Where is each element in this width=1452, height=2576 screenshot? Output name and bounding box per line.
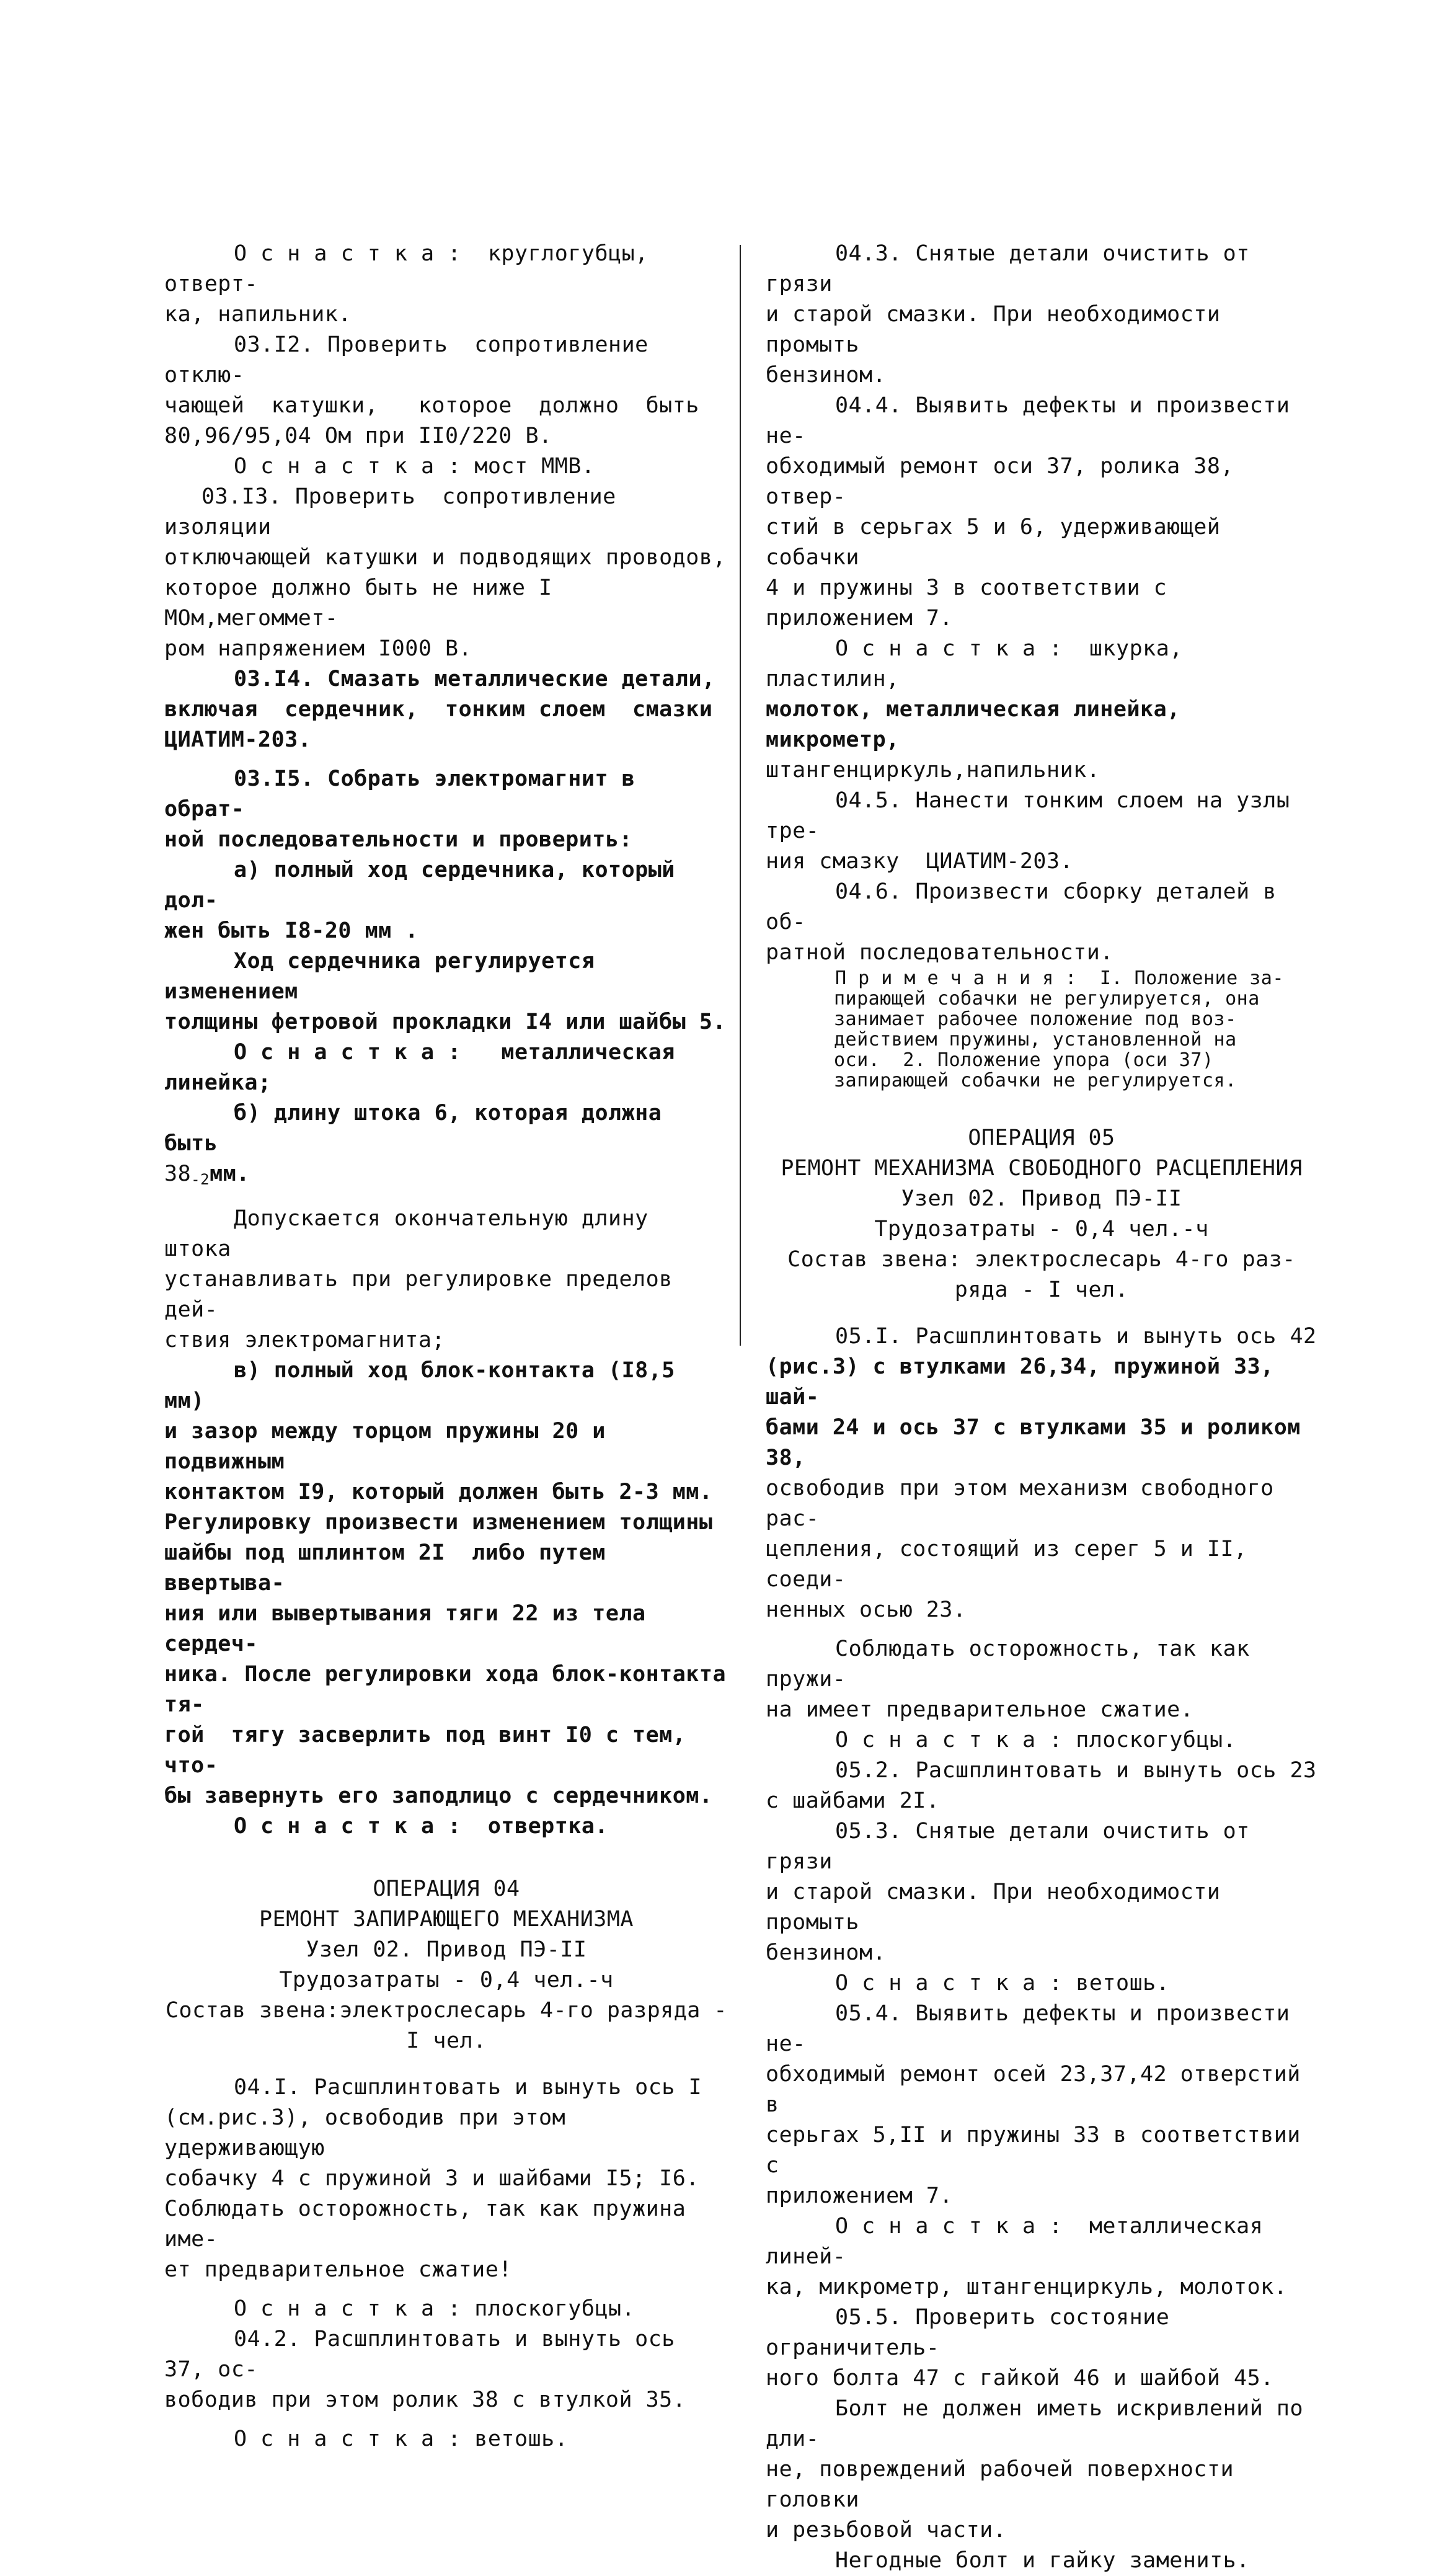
column-divider (740, 245, 741, 1346)
text-line: 4 и пружины 3 в соответствии с приложением 7. (766, 575, 1180, 631)
text-line: О с н а с т к а : круглогубцы, отверт- (164, 241, 662, 296)
text-line: О с н а с т к а : металлическая линей- (766, 2214, 1277, 2269)
text-line: устанавливать при регулировке пределов дей- (164, 1267, 686, 1322)
text-line: 03.I4. Смазать металлические детали, (234, 667, 715, 691)
text-line: ка, микрометр, штангенциркуль, молоток. (766, 2275, 1288, 2299)
text-line: 04.5. Нанести тонким слоем на узлы тре- (766, 788, 1304, 843)
text-line: ной последовательности и проверить: (164, 827, 633, 852)
text-line: 05.I. Расшплинтовать и вынуть ось 42 (835, 1324, 1317, 1349)
text-line (164, 1159, 728, 1195)
text-line: обходимый ремонт осей 23,37,42 отверстий в (766, 2062, 1314, 2117)
text-line: ния или вывертывания тяги 22 из тела сердеч- (164, 1601, 660, 1656)
text-line: включая сердечник, тонким слоем смазки (164, 697, 713, 722)
text-line: Соблюдать осторожность, так как пружи- (766, 1637, 1264, 1692)
left-column (164, 239, 740, 2454)
text-line: 04.I. Расшплинтовать и вынуть ось I (234, 2075, 702, 2100)
text-line: штангенциркуль,напильник. (766, 758, 1100, 783)
text-line: Допускается окончательную длину штока (164, 1206, 662, 1261)
text-line: О с н а с т к а : плоскогубцы. (234, 2296, 635, 2321)
note-line: оси. 2. Положение упора (оси 37) (834, 1049, 1214, 1071)
operation-04-title: ОПЕРАЦИЯ 04 (373, 1876, 520, 1901)
text-line: 04.2. Расшплинтовать и вынуть ось 37, ос- (164, 2327, 689, 2382)
text-line: бензином. (766, 1940, 887, 1965)
text-line: собачку 4 с пружиной 3 и шайбами I5; I6. (164, 2166, 699, 2191)
right-column (766, 239, 1317, 2576)
operation-04-labor: Трудозатраты - 0,4 чел.-ч (279, 1968, 614, 1992)
text-line: 05.5. Проверить состояние ограничитель- (766, 2305, 1183, 2360)
operation-04-node: Узел 02. Привод ПЭ-II (306, 1937, 587, 1962)
text-line: стий в серьгах 5 и 6, удерживающей собачки (766, 515, 1234, 570)
text-line: чающей катушки, которое должно быть (164, 393, 699, 418)
tolerance-subscript: -2 (191, 1171, 210, 1188)
text-line: ника. После регулировки хода блок-контакта тя- (164, 1662, 740, 1717)
note-line: запирающей собачки не регулируется. (834, 1070, 1237, 1091)
text-line: ет предварительное сжатие! (164, 2257, 512, 2282)
text-line: цепления, состоящий из серег 5 и II, соеди- (766, 1537, 1261, 1592)
text-line: 05.4. Выявить дефекты и произвести не- (766, 2001, 1304, 2056)
text-line: Соблюдать осторожность, так как пружина име- (164, 2196, 699, 2252)
notes-block (766, 968, 1317, 1091)
text-line: на имеет предварительное сжатие. (766, 1697, 1194, 1722)
text-line: ЦИАТИМ-203. (164, 727, 312, 752)
operation-05-node: Узел 02. Привод ПЭ-II (901, 1186, 1182, 1211)
text-line: в) полный ход блок-контакта (I8,5 мм) (164, 1358, 689, 1413)
text-line: бы завернуть его заподлицо с сердечником. (164, 1783, 713, 1808)
text-line: шайбы под шплинтом 2I либо путем ввертыва- (164, 1540, 619, 1596)
dimension-value: 38 (164, 1161, 192, 1186)
operation-05-subtitle: РЕМОНТ МЕХАНИЗМА СВОБОДНОГО РАСЦЕПЛЕНИЯ (781, 1156, 1303, 1181)
unit: мм. (210, 1161, 250, 1186)
text-line: которое должно быть не ниже I МОм,мегоммет- (164, 575, 566, 631)
text-line: ного болта 47 с гайкой 46 и шайбой 45. (766, 2366, 1274, 2391)
text-line: с шайбами 2I. (766, 1788, 940, 1813)
text-line: О с н а с т к а : металлическая линейка; (164, 1040, 689, 1095)
operation-04-team: Состав звена:электрослесарь 4-го разряда - (165, 1998, 727, 2023)
note-line: занимает рабочее положение под воз- (834, 1008, 1237, 1030)
text-line: и резьбовой части. (766, 2518, 1007, 2543)
text-line: и старой смазки. При необходимости промыть (766, 302, 1234, 357)
text-line: 05.2. Расшплинтовать и вынуть ось 23 (835, 1758, 1317, 1783)
operation-05-team: Состав звена: электрослесарь 4-го раз- (787, 1247, 1296, 1272)
text-line: приложением 7. (766, 2183, 954, 2208)
text-line: Негодные болт и гайку заменить. (835, 2548, 1250, 2573)
text-line: гой тягу засверлить под винт I0 с тем, что- (164, 1723, 699, 1778)
text-line: бензином. (766, 363, 887, 388)
text-line: 80,96/95,04 Ом при II0/220 В. (164, 424, 552, 448)
text-line: Болт не должен иметь искривлений по дли- (766, 2396, 1317, 2451)
text-line: 03.I2. Проверить сопротивление отклю- (164, 332, 662, 388)
text-line: Ход сердечника регулируется изменением (164, 949, 609, 1004)
text-line: вободив при этом ролик 38 с втулкой 35. (164, 2387, 686, 2412)
text-line: б) длину штока 6, которая должна быть (164, 1101, 675, 1156)
text-line: и зазор между торцом пружины 20 и подвижным (164, 1419, 619, 1474)
text-line: 04.4. Выявить дефекты и произвести не- (766, 393, 1304, 448)
operation-04-team: I чел. (406, 2028, 487, 2053)
text-line: (рис.3) с втулками 26,34, пружиной 33, шай- (766, 1354, 1288, 1410)
text-line: 04.3. Снятые детали очистить от грязи (766, 241, 1264, 296)
text-line: не, повреждений рабочей поверхности головки (766, 2457, 1247, 2512)
text-line: ка, напильник. (164, 302, 352, 327)
text-line: отключающей катушки и подводящих проводов, (164, 545, 727, 570)
text-line: толщины фетровой прокладки I4 или шайбы 5. (164, 1010, 727, 1034)
text-line: контактом I9, который должен быть 2-3 мм. (164, 1480, 713, 1504)
text-line: и старой смазки. При необходимости промыть (766, 1880, 1234, 1935)
text-line: (см.рис.3), освободив при этом удерживающую (164, 2105, 579, 2161)
text-line: ратной последовательности. (766, 940, 1113, 965)
note-line: действием пружины, установленной на (834, 1029, 1237, 1050)
text-line: жен быть I8-20 мм . (164, 918, 418, 943)
notes-heading: П р и м е ч а н и я : I. Положение за- (835, 967, 1284, 989)
text-line: бами 24 и ось 37 с втулками 35 и роликом 38, (766, 1415, 1314, 1470)
text-line: 04.6. Произвести сборку деталей в об- (766, 879, 1290, 935)
text-line: 03.I3. Проверить сопротивление изоляции (164, 484, 630, 540)
text-line: ненных осью 23. (766, 1597, 967, 1622)
text-line: О с н а с т к а : плоскогубцы. (835, 1728, 1237, 1752)
operation-05-labor: Трудозатраты - 0,4 чел.-ч (874, 1217, 1209, 1241)
text-line: Регулировку произвести изменением толщины (164, 1510, 713, 1535)
operation-04-subtitle: РЕМОНТ ЗАПИРАЮЩЕГО МЕХАНИЗМА (259, 1907, 634, 1932)
text-line: молоток, металлическая линейка, микрометр, (766, 697, 1194, 752)
operation-05-title: ОПЕРАЦИЯ 05 (968, 1126, 1115, 1150)
text-line: О с н а с т к а : ветошь. (234, 2427, 569, 2451)
text-line: а) полный ход сердечника, который дол- (164, 858, 689, 913)
text-line: освободив при этом механизм свободного рас- (766, 1476, 1288, 1531)
text-line: серьгах 5,II и пружины 33 в соответствии с (766, 2123, 1314, 2178)
text-line: 03.I5. Собрать электромагнит в обрат- (164, 766, 649, 822)
text-line: обходимый ремонт оси 37, ролика 38, отвер- (766, 454, 1247, 509)
text-line: О с н а с т к а : ветошь. (835, 1971, 1170, 1996)
text-line: 05.3. Снятые детали очистить от грязи (766, 1819, 1264, 1874)
text-line: О с н а с т к а : шкурка, пластилин, (766, 636, 1197, 691)
note-line: пирающей собачки не регулируется, она (834, 988, 1260, 1010)
text-line: О с н а с т к а : отвертка. (234, 1814, 609, 1839)
text-line: ния смазку ЦИАТИМ-203. (766, 849, 1074, 874)
text-line: ствия электромагнита; (164, 1328, 446, 1352)
operation-05-team: ряда - I чел. (954, 1277, 1129, 1302)
text-line: ром напряжением I000 В. (164, 636, 472, 661)
text-line: О с н а с т к а : мост ММВ. (234, 454, 595, 479)
